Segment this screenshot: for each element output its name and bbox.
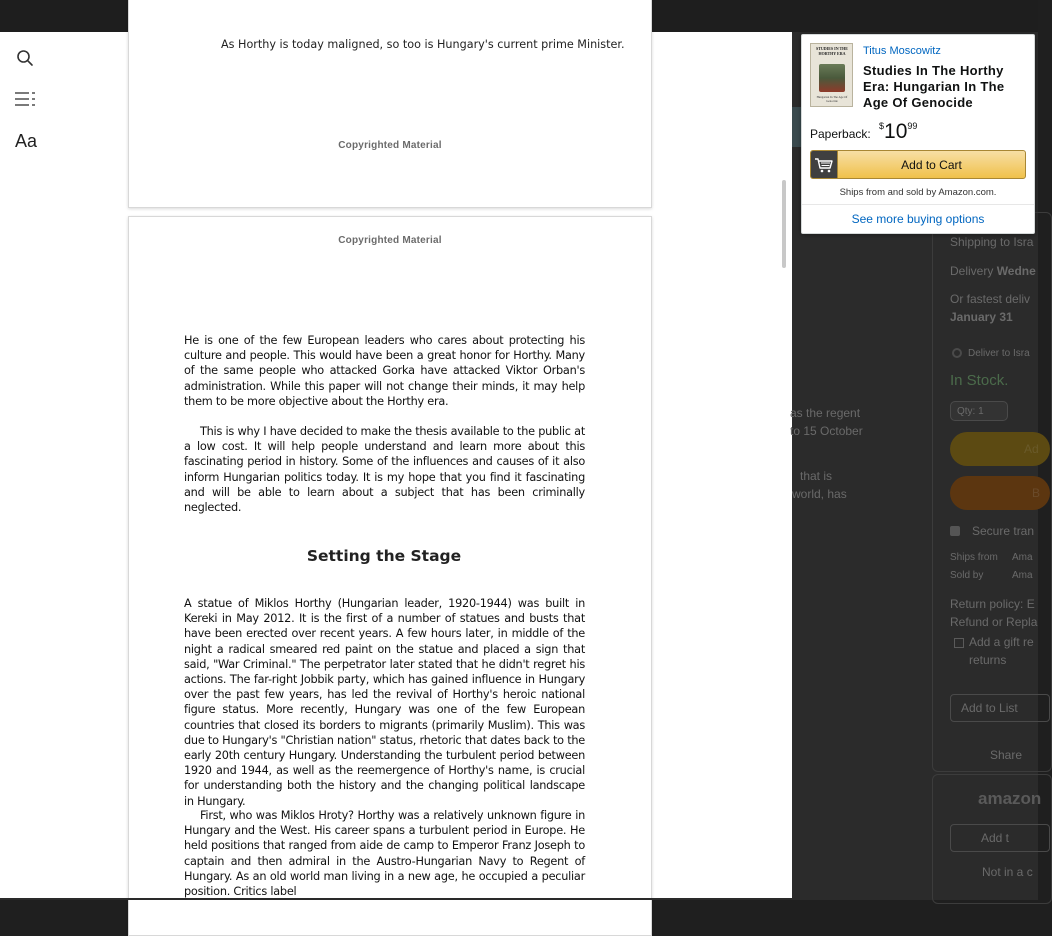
- book-page: [128, 0, 652, 208]
- sold-by-label: Sold by: [950, 570, 984, 581]
- ships-sold-text: Ships from and sold by Amazon.com.: [839, 187, 997, 198]
- share-link[interactable]: Share: [990, 748, 1023, 762]
- copyright-footer: Copyrighted Material: [338, 140, 442, 151]
- copyright-header: Copyrighted Material: [338, 235, 442, 246]
- fastest-delivery-text: Or fastest deliv: [950, 292, 1031, 306]
- price: $^{\$}10^{99}$: [879, 120, 918, 143]
- description-fragment: that is: [800, 469, 833, 483]
- paragraph: A statue of Miklos Horthy (Hungarian leader, 1920-1944) was built in Kereki in May 2012. It is the first of a number of statues and busts that have been erected over recent years. A few hours later, in middle of the night a radical smeared red paint on the statue and placed a sign that said, "War Criminal." The perpetrator later stated that he didn't regret his actions. The far-right Jobbik party, which has gained influence in Hungary over the past few years, has led the revival of Horthy's heroic national figure status. More recently, Hungary was one of the few European countries that closed its borders to migrants (primarily Muslim). This was due to Hungary's "Christian nation" status, rhetoric that dates back to the early 20th century Hungary. Understanding the turbulent period between 1920 and 1944, as well as the reemergence of Horthy's name, is crucial for understanding both the history and the changing political landscape in Hungary.: [184, 597, 585, 808]
- not-in-text: Not in a c: [982, 865, 1033, 879]
- return-policy-text: Return policy: E: [950, 597, 1035, 611]
- secure-transaction-text: Secure tran: [972, 524, 1035, 538]
- search-icon[interactable]: [14, 47, 36, 69]
- paragraph: First, who was Miklos Hroty? Horthy was a relatively unknown figure in Hungary and the West. His career spans a turbulent period in Europe. He held positions that ranged from aide de camp to Emperor Franz Joseph to captain and then admiral in the Austro-Hungarian Navy to Regent of Hungary. As an old world man living in a new age, he occupied a peculiar position. Critics label: [184, 809, 585, 899]
- add-to-list-button[interactable]: Add to List: [950, 694, 1050, 722]
- format-label: Paperback:: [810, 127, 871, 141]
- ships-from-label: Ships from: [950, 552, 998, 563]
- page-text-line: As Horthy is today maligned, so too is Hungary's current prime Minister.: [221, 38, 625, 51]
- reader-toolbar: [0, 32, 50, 898]
- description-fragment: as the regent: [790, 406, 861, 420]
- delivery-text: Delivery Wedne: [950, 264, 1036, 278]
- section-heading: Setting the Stage: [306, 547, 462, 565]
- book-page: [128, 216, 652, 936]
- book-title: Studies In The Horthy Era: Hungarian In The Age Of Genocide: [863, 63, 1005, 110]
- sold-by-value: Ama: [1012, 570, 1033, 581]
- lock-icon: [950, 526, 960, 536]
- divider: [802, 204, 1034, 205]
- gift-receipt-checkbox[interactable]: [954, 638, 964, 648]
- add-to-cart-background-button[interactable]: Ad: [950, 432, 1050, 466]
- font-settings-button[interactable]: Aa: [14, 130, 38, 151]
- product-card: [801, 34, 1035, 234]
- buy-now-background-button[interactable]: B: [950, 476, 1050, 510]
- bottom-edge: [0, 898, 792, 900]
- ships-from-value: Ama: [1012, 552, 1033, 563]
- add-to-cart-button[interactable]: [810, 150, 1026, 179]
- author-link[interactable]: Titus Moscowitz: [863, 45, 941, 57]
- see-more-buying-options-link[interactable]: See more buying options: [851, 212, 985, 226]
- gift-receipt-label: Add a gift re: [969, 635, 1034, 649]
- quantity-select[interactable]: Qty: 1: [950, 401, 1008, 421]
- add-to-cart-label: Add to Cart: [901, 158, 962, 172]
- book-reader[interactable]: [50, 32, 792, 898]
- refund-text: Refund or Repla: [950, 615, 1038, 629]
- add-background-button[interactable]: Add t: [950, 824, 1050, 852]
- deliver-to-link[interactable]: Deliver to Isra: [968, 348, 1030, 359]
- paragraph: This is why I have decided to make the thesis available to the public at a low cost. It will help people understand and learn more about this fascinating period in history. Some of the influences and causes of it also inform Hungarian politics today. It is my hope that you find it fascinating and will be able to learn about a subject that has been criminally neglected.: [184, 425, 585, 515]
- stock-status: In Stock.: [950, 372, 1009, 389]
- amazon-logo: amazon: [978, 789, 1042, 808]
- book-cover[interactable]: STUDIES IN THE HORTHY ERA Hungarian In The Age Of Genocide: [810, 43, 853, 107]
- cart-icon: [811, 151, 838, 178]
- fastest-delivery-date: January 31: [950, 310, 1013, 324]
- description-fragment: to 15 October: [790, 424, 863, 438]
- description-fragment: world, has: [792, 487, 847, 501]
- gift-receipt-returns: returns: [969, 653, 1007, 667]
- shipping-text: Shipping to Isra: [950, 235, 1034, 249]
- table-of-contents-icon[interactable]: [14, 88, 36, 110]
- paragraph: He is one of the few European leaders who cares about protecting his culture and people. This would have been a great honor for Horthy. Many of the same people who attacked Gorka have attacked Viktor Orban's administration. While this paper will not change their minds, it may help them to be more objective about the Horthy era.: [184, 334, 585, 408]
- reader-scrollbar[interactable]: [782, 180, 786, 268]
- location-pin-icon: [952, 348, 962, 358]
